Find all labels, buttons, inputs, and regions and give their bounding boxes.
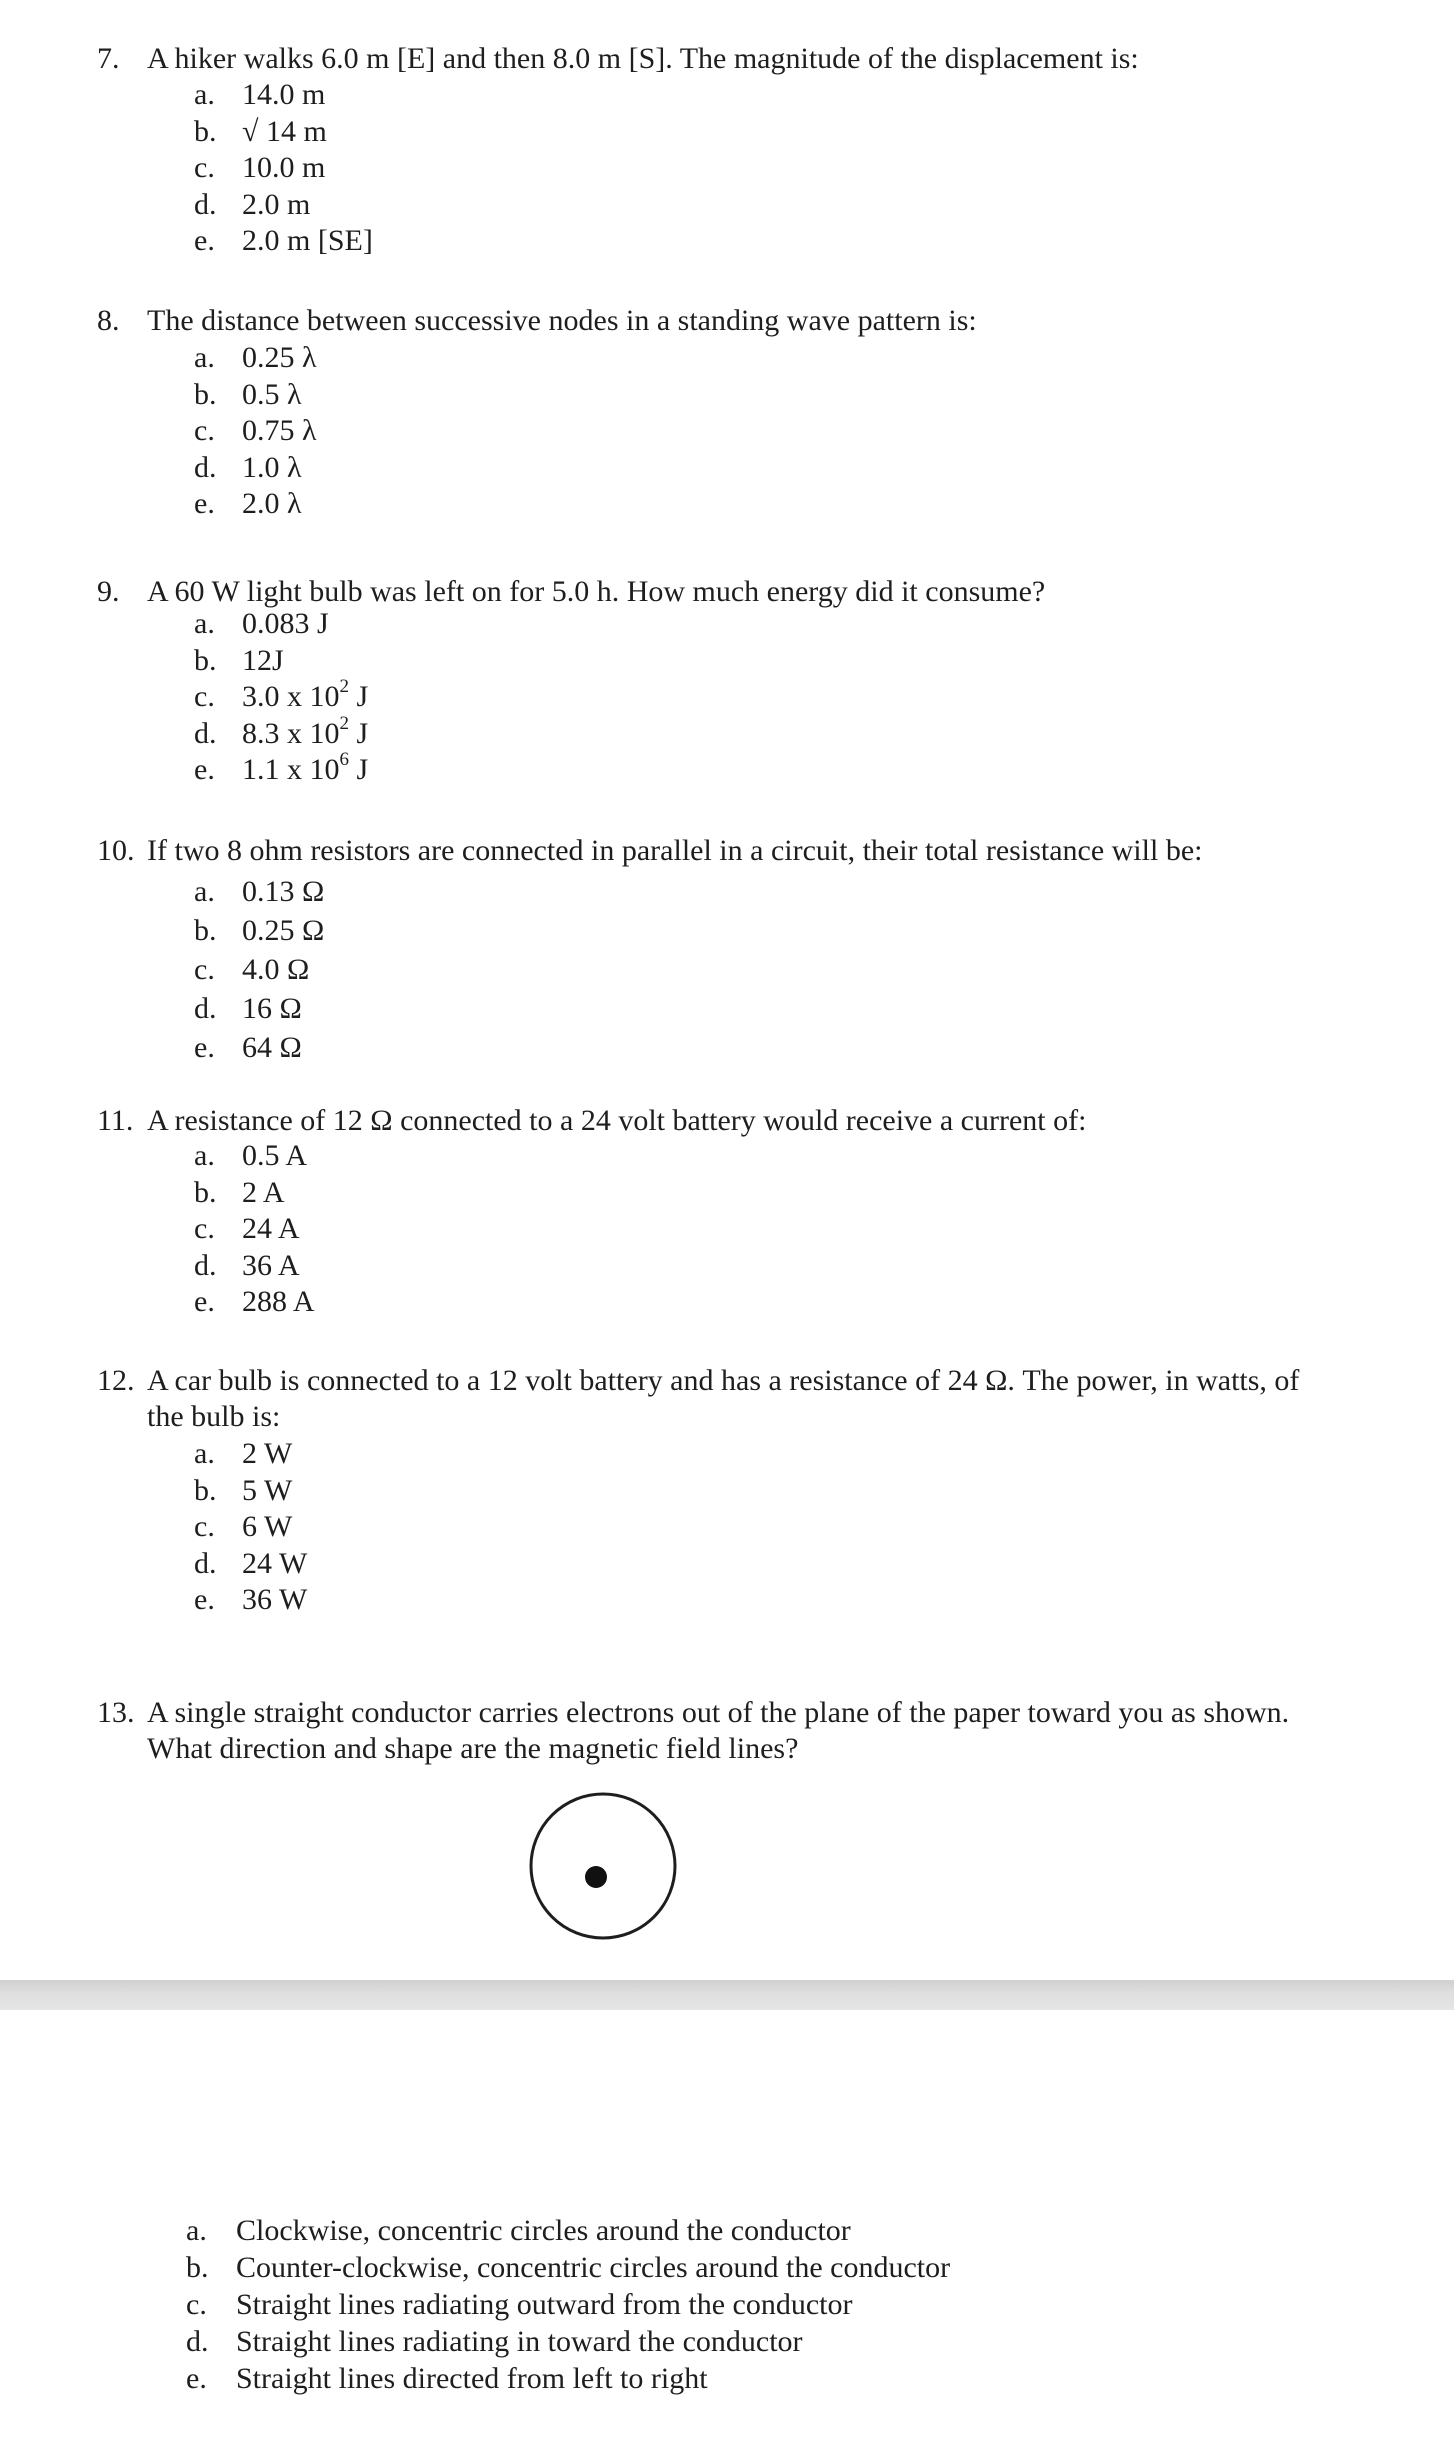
answer-option-d — [194, 187, 373, 224]
answer-option-e — [194, 749, 369, 789]
answer-option-a — [194, 872, 324, 911]
option-text: 36 W — [242, 1583, 308, 1616]
answer-option-b — [194, 1473, 307, 1510]
answer-option-c — [194, 950, 324, 989]
option-text: 16 Ω — [242, 992, 302, 1025]
answer-option-d — [194, 989, 324, 1028]
question-number: 7. — [97, 42, 120, 75]
option-text: Clockwise, concentric circles around the conductor — [236, 2214, 851, 2247]
question-text-continued: What direction and shape are the magnetic field lines? — [147, 1732, 799, 1765]
option-letter: b. — [194, 1473, 217, 1507]
question-number: 12. — [97, 1364, 135, 1397]
option-letter: e. — [194, 1031, 215, 1064]
option-text: 0.25 λ — [242, 341, 317, 374]
answer-option-d — [194, 1248, 315, 1285]
question-stem — [97, 302, 977, 339]
option-letter: d. — [194, 1248, 217, 1282]
answer-option-e — [194, 1284, 315, 1321]
option-letter: a. — [194, 1437, 215, 1470]
answer-option-c — [194, 1211, 315, 1248]
option-letter: b. — [194, 1175, 217, 1209]
answer-option-c — [186, 2286, 950, 2323]
answer-option-b — [186, 2249, 950, 2286]
option-letter: e. — [194, 1583, 215, 1616]
answer-option-c — [194, 1509, 307, 1546]
question-text: A car bulb is connected to a 12 volt battery and has a resistance of 24 Ω. The power, in watts, of — [147, 1364, 1300, 1397]
answer-option-a — [186, 2212, 950, 2249]
answer-option-c — [194, 150, 373, 187]
option-unit: J — [349, 680, 369, 713]
answer-option-e — [186, 2360, 950, 2397]
option-text: 0.083 J — [242, 607, 329, 640]
question-text: If two 8 ohm resistors are connected in parallel in a circuit, their total resistance will be: — [147, 834, 1203, 867]
conductor-outline — [531, 1794, 675, 1938]
answer-option-e — [194, 1028, 324, 1067]
conductor-diagram — [525, 1790, 685, 1950]
option-text: 4.0 Ω — [242, 953, 310, 986]
question-stem — [97, 832, 1202, 869]
answer-option-c — [194, 676, 369, 716]
option-text: 0.25 Ω — [242, 914, 325, 947]
option-letter: b. — [194, 114, 217, 148]
option-base: 8.3 x 10 — [242, 716, 340, 750]
option-unit: J — [349, 753, 369, 786]
question-stem — [97, 1694, 1289, 1731]
option-letter: b. — [194, 914, 217, 947]
option-letter: a. — [194, 875, 215, 908]
option-text: √ 14 m — [242, 114, 327, 148]
option-base: 1.1 x 10 — [242, 753, 340, 786]
answer-options — [194, 340, 317, 523]
option-text: Straight lines directed from left to right — [236, 2362, 708, 2395]
option-letter: e. — [194, 1285, 215, 1318]
option-exponent: 2 — [339, 676, 349, 697]
option-text: 2.0 m — [242, 187, 311, 221]
answer-option-e — [194, 223, 373, 260]
option-letter: d. — [194, 716, 217, 750]
question-stem — [97, 573, 1045, 610]
answer-option-e — [194, 1582, 307, 1619]
answer-options — [186, 2212, 950, 2397]
answer-options — [194, 1138, 315, 1321]
option-text: Counter-clockwise, concentric circles around the conductor — [236, 2251, 951, 2284]
answer-option-a — [194, 606, 368, 643]
option-letter: d. — [186, 2325, 209, 2358]
answer-options — [194, 606, 368, 789]
option-letter: a. — [194, 78, 215, 111]
option-letter: a. — [194, 1139, 215, 1172]
option-text: 0.13 Ω — [242, 875, 325, 908]
question-text: The distance between successive nodes in a standing wave pattern is: — [147, 304, 977, 337]
answer-option-a — [194, 77, 373, 114]
option-text: 0.5 A — [242, 1139, 308, 1172]
answer-options — [194, 1436, 307, 1619]
answer-options — [194, 872, 324, 1067]
question-stem — [97, 40, 1139, 77]
option-letter: b. — [194, 377, 217, 411]
answer-option-c — [194, 413, 317, 450]
conductor-dot — [585, 1866, 607, 1888]
option-text: 2.0 m [SE] — [242, 224, 373, 257]
answer-option-b — [194, 114, 373, 151]
answer-option-d — [194, 450, 317, 487]
answer-option-a — [194, 1138, 315, 1175]
option-text: 0.5 λ — [242, 377, 302, 411]
option-letter: a. — [194, 607, 215, 640]
option-text: 2 A — [242, 1175, 285, 1209]
answer-option-d — [194, 1546, 307, 1583]
question-text: A resistance of 12 Ω connected to a 24 volt battery would receive a current of: — [147, 1104, 1087, 1137]
option-text: 2 W — [242, 1437, 293, 1470]
option-text: 6 W — [242, 1510, 293, 1543]
answer-option-b — [194, 377, 317, 414]
answer-option-a — [194, 340, 317, 377]
option-text: 10.0 m — [242, 151, 326, 184]
option-text: 5 W — [242, 1473, 293, 1507]
option-letter: d. — [194, 450, 217, 484]
question-text: A single straight conductor carries electrons out of the plane of the paper toward you as shown. — [147, 1696, 1290, 1729]
option-text: 64 Ω — [242, 1031, 302, 1064]
question-stem — [97, 1362, 1299, 1399]
option-letter: d. — [194, 1546, 217, 1580]
question-number: 13. — [97, 1696, 135, 1729]
option-text: 1.0 λ — [242, 450, 302, 484]
option-letter: a. — [186, 2214, 207, 2247]
question-text-continued: the bulb is: — [147, 1400, 281, 1433]
question-number: 8. — [97, 304, 120, 337]
question-number: 10. — [97, 834, 135, 867]
option-letter: e. — [194, 487, 215, 520]
option-text: Straight lines radiating in toward the conductor — [236, 2325, 803, 2358]
question-stem — [97, 1102, 1086, 1139]
option-text: 24 A — [242, 1212, 300, 1245]
answer-options — [194, 77, 373, 260]
question-number: 11. — [97, 1104, 134, 1137]
option-letter: e. — [194, 224, 215, 257]
option-letter: b. — [186, 2251, 209, 2284]
option-text: 36 A — [242, 1248, 300, 1282]
option-text: 24 W — [242, 1546, 308, 1580]
option-letter: c. — [194, 1212, 215, 1245]
option-text: 288 A — [242, 1285, 315, 1318]
question-number: 9. — [97, 575, 120, 608]
answer-option-b — [194, 643, 368, 680]
option-unit: J — [349, 716, 369, 750]
option-letter: b. — [194, 643, 217, 677]
option-letter: d. — [194, 992, 217, 1025]
option-text: 12J — [242, 643, 284, 677]
answer-option-d — [186, 2323, 950, 2360]
option-letter: c. — [194, 1510, 215, 1543]
option-letter: c. — [194, 680, 215, 713]
option-text: Straight lines radiating outward from the conductor — [236, 2288, 853, 2321]
answer-option-b — [194, 911, 324, 950]
option-base: 3.0 x 10 — [242, 680, 340, 713]
option-text: 2.0 λ — [242, 487, 302, 520]
answer-option-d — [194, 712, 369, 753]
option-letter: d. — [194, 187, 217, 221]
option-text: 0.75 λ — [242, 414, 317, 447]
question-text: A 60 W light bulb was left on for 5.0 h. How much energy did it consume? — [147, 575, 1046, 608]
answer-option-e — [194, 486, 317, 523]
option-exponent: 6 — [339, 749, 349, 770]
option-text: 14.0 m — [242, 78, 326, 111]
option-letter: a. — [194, 341, 215, 374]
answer-option-b — [194, 1175, 315, 1212]
option-letter: c. — [194, 953, 215, 986]
option-letter: c. — [194, 151, 215, 184]
question-text: A hiker walks 6.0 m [E] and then 8.0 m [S]. The magnitude of the displacement is: — [147, 42, 1139, 75]
option-exponent: 2 — [339, 712, 349, 734]
option-letter: c. — [194, 414, 215, 447]
answer-option-a — [194, 1436, 307, 1473]
page-break-divider — [0, 1980, 1454, 2010]
option-letter: c. — [186, 2288, 207, 2321]
option-letter: e. — [194, 753, 215, 786]
option-letter: e. — [186, 2362, 207, 2395]
